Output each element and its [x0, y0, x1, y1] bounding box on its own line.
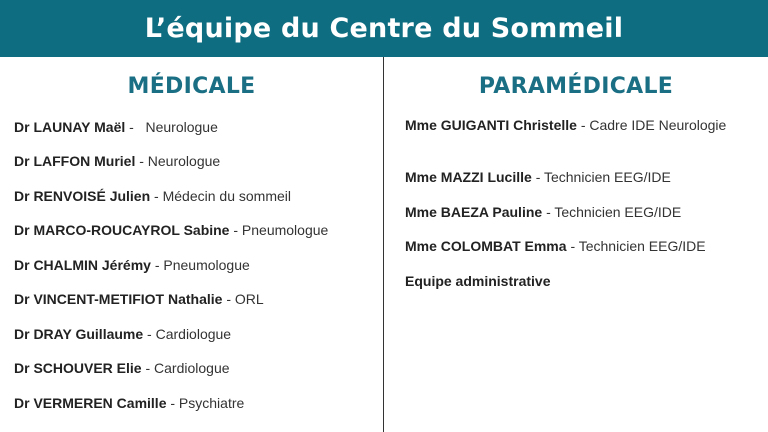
staff-role: - Médecin du sommeil: [154, 188, 291, 204]
paramedical-heading: PARAMÉDICALE: [478, 74, 674, 99]
staff-entry: [14, 325, 374, 343]
staff-entry: [14, 187, 374, 205]
staff-name: Dr RENVOISÉ Julien: [14, 188, 151, 204]
staff-role: - Neurologue: [129, 119, 218, 135]
staff-role: - Neurologue: [139, 153, 221, 169]
staff-name: Dr VERMEREN Camille: [14, 395, 167, 411]
staff-role: - Psychiatre: [170, 395, 245, 411]
staff-entry: [405, 203, 745, 221]
staff-entry: [14, 118, 374, 136]
staff-name: Dr LAFFON Muriel: [14, 153, 136, 169]
staff-name: Dr VINCENT-METIFIOT Nathalie: [14, 291, 223, 307]
staff-name: Mme GUIGANTI Christelle: [405, 117, 577, 133]
staff-name: Dr SCHOUVER Elie: [14, 360, 142, 376]
staff-name: Equipe administrative: [405, 273, 551, 289]
staff-entry: [14, 256, 374, 274]
staff-name: Dr DRAY Guillaume: [14, 326, 144, 342]
staff-name: Dr CHALMIN Jérémy: [14, 257, 151, 273]
column-divider: [383, 57, 384, 432]
staff-entry: [405, 168, 745, 186]
staff-role: - Technicien EEG/IDE: [535, 169, 671, 185]
staff-entry: [14, 221, 374, 239]
staff-name: Mme BAEZA Pauline: [405, 204, 543, 220]
staff-entry: [14, 394, 374, 412]
staff-entry: [14, 290, 374, 308]
staff-name: Dr LAUNAY Maël: [14, 119, 126, 135]
staff-entry: [14, 152, 374, 170]
staff-role: - Cadre IDE Neurologie: [580, 117, 727, 133]
staff-name: Mme COLOMBAT Emma: [405, 238, 567, 254]
staff-role: - Pneumologue: [154, 257, 250, 273]
staff-entry: [405, 272, 745, 290]
staff-role: - Technicien EEG/IDE: [570, 238, 706, 254]
staff-entry: [14, 359, 374, 377]
staff-role: - Pneumologue: [233, 222, 329, 238]
header-banner: [0, 0, 768, 57]
staff-name: Dr MARCO-ROUCAYROL Sabine: [14, 222, 230, 238]
staff-entry: [405, 237, 745, 255]
page-title: L’équipe du Centre du Sommeil: [144, 13, 624, 44]
staff-role: - Cardiologue: [145, 360, 230, 376]
staff-name: Mme MAZZI Lucille: [405, 169, 532, 185]
staff-role: - Cardiologue: [147, 326, 232, 342]
staff-role: - Technicien EEG/IDE: [546, 204, 682, 220]
medical-heading: MÉDICALE: [127, 74, 256, 99]
staff-role: - ORL: [226, 291, 264, 307]
staff-entry: [405, 116, 745, 134]
